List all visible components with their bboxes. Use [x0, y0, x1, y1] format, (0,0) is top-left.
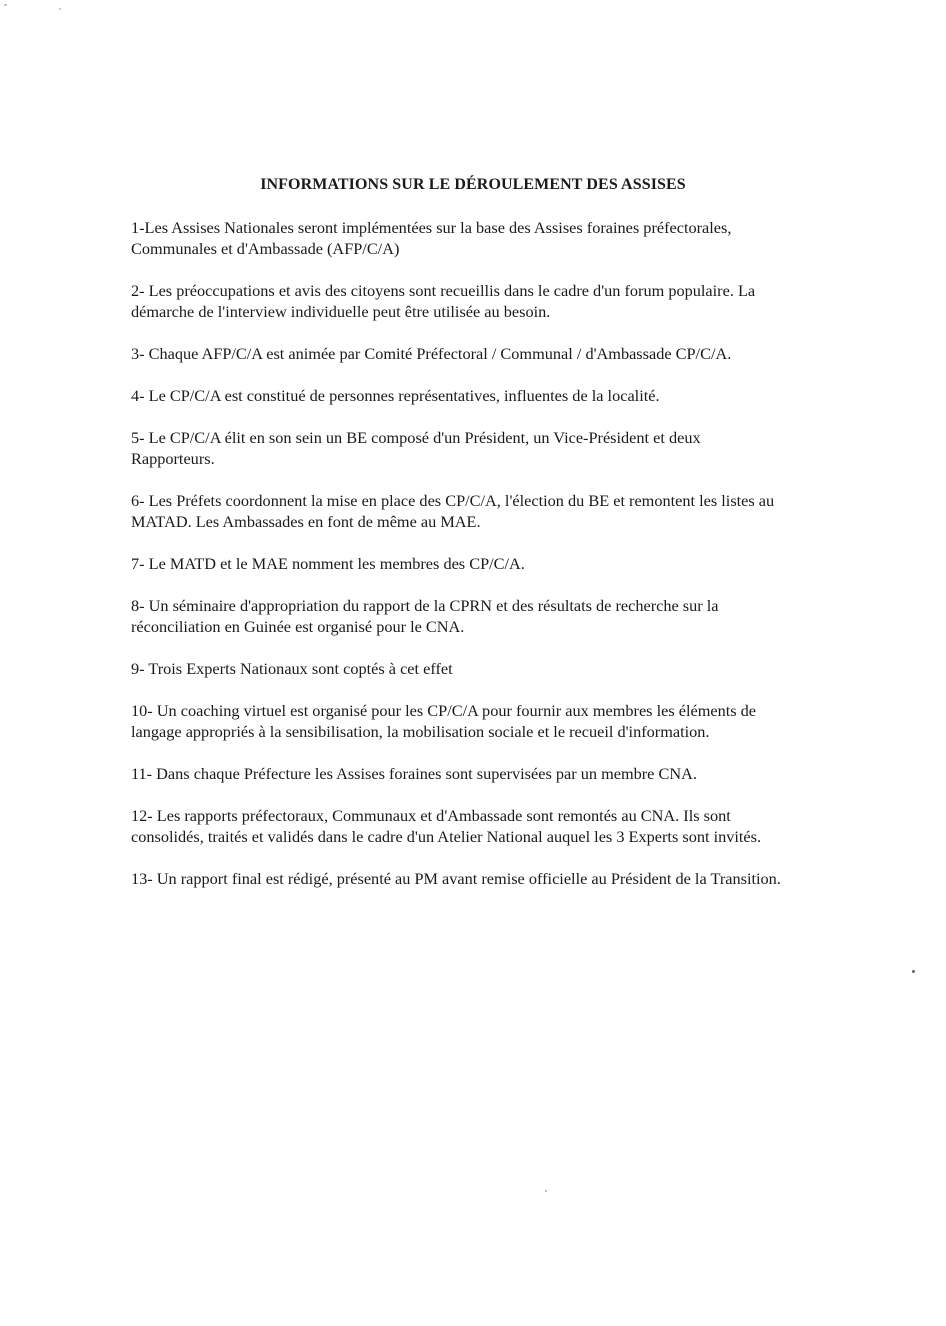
list-item: 12- Les rapports préfectoraux, Communaux et d'Ambassade sont remontés au CNA. Ils sont consolidés, traités et validés dans le cadre d'un Atelier National auquel les 3 Experts sont invités.	[131, 806, 762, 846]
list-item: 2- Les préoccupations et avis des citoyens sont recueillis dans le cadre d'un forum populaire. La démarche de l'interview individuelle peut être utilisée au besoin.	[131, 281, 756, 321]
list-item: 10- Un coaching virtuel est organisé pour les CP/C/A pour fournir aux membres les éléments de langage appropriés à la sensibilisation, la mobilisation sociale et le recueil d'information.	[131, 701, 757, 741]
list-item: 9- Trois Experts Nationaux sont coptés à cet effet	[131, 659, 453, 678]
list-item: 13- Un rapport final est rédigé, présenté au PM avant remise officielle au Président de la Transition.	[131, 869, 781, 888]
list-item: 5- Le CP/C/A élit en son sein un BE composé d'un Président, un Vice-Président et deux Rapporteurs.	[131, 428, 701, 468]
list-item: 1-Les Assises Nationales seront implémentées sur la base des Assises foraines préfectorales, Communales et d'Ambassade (AFP/C/A)	[131, 218, 732, 258]
list-item: 3- Chaque AFP/C/A est animée par Comité Préfectoral / Communal / d'Ambassade CP/C/A.	[131, 344, 732, 363]
scan-speck	[59, 8, 61, 10]
document-title: INFORMATIONS SUR LE DÉROULEMENT DES ASSISES	[260, 176, 686, 193]
list-item: 11- Dans chaque Préfecture les Assises foraines sont supervisées par un membre CNA.	[131, 764, 697, 783]
list-item: 8- Un séminaire d'appropriation du rapport de la CPRN et des résultats de recherche sur la réconciliation en Guinée est organisé pour le CNA.	[131, 596, 719, 636]
info-list	[131, 217, 781, 910]
scan-speck	[545, 1190, 547, 1192]
list-item: 4- Le CP/C/A est constitué de personnes représentatives, influentes de la localité.	[131, 386, 660, 405]
scan-speck	[4, 4, 7, 6]
list-item: 7- Le MATD et le MAE nomment les membres des CP/C/A.	[131, 554, 525, 573]
scan-speck	[912, 970, 915, 973]
list-item: 6- Les Préfets coordonnent la mise en place des CP/C/A, l'élection du BE et remontent les listes au MATAD. Les Ambassades en font de même au MAE.	[131, 491, 775, 531]
